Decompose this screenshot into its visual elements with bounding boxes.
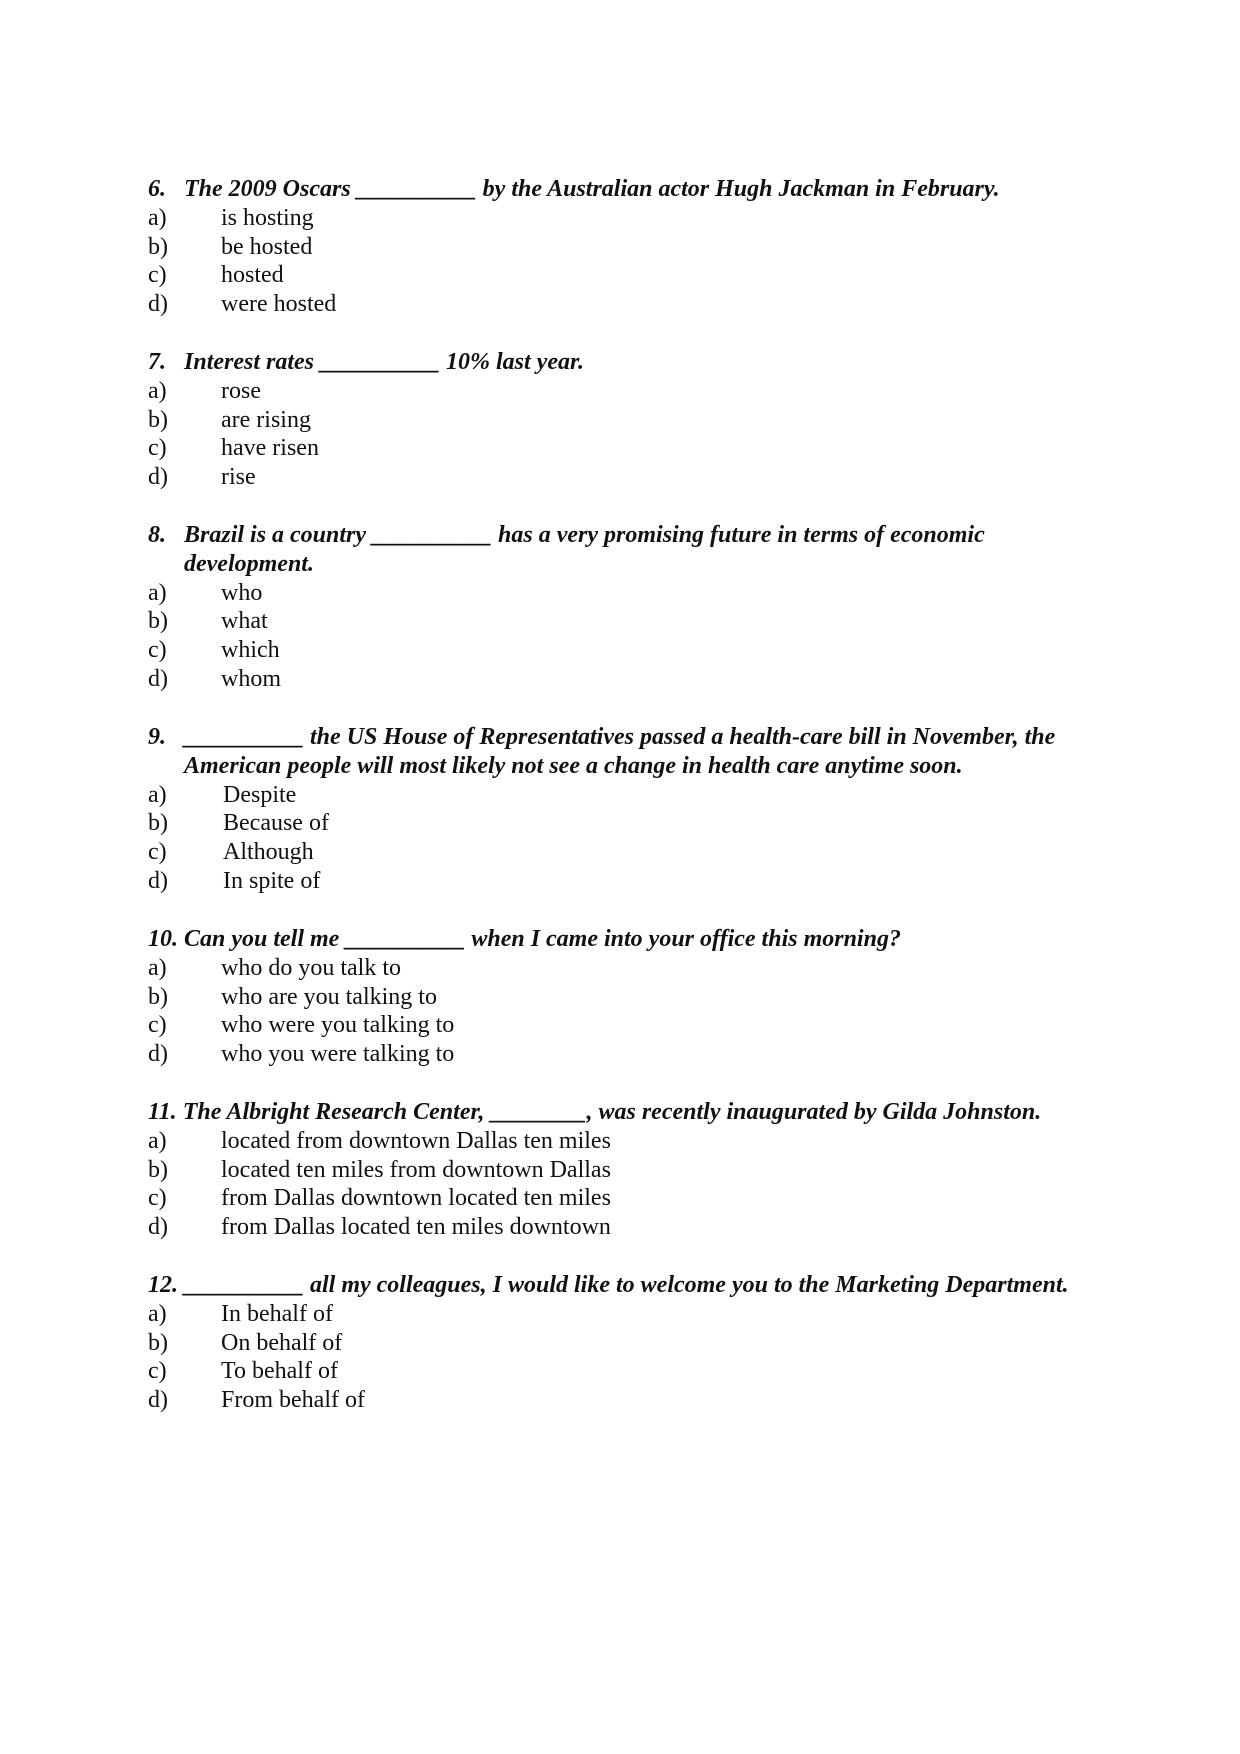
option-d [148, 290, 1108, 319]
option-letter: c) [148, 637, 167, 664]
question-6 [148, 175, 1108, 319]
option-letter: a) [148, 1300, 167, 1327]
option-text: were hosted [221, 291, 337, 318]
option-letter: b) [148, 1156, 168, 1183]
option-text: who do you talk to [221, 954, 401, 981]
option-c [148, 1357, 1108, 1386]
option-a [148, 954, 1108, 983]
option-b [148, 1329, 1108, 1358]
option-text: whom [221, 665, 281, 692]
option-text: located from downtown Dallas ten miles [221, 1127, 611, 1154]
option-text: who you were talking to [221, 1041, 455, 1068]
question-text: Brazil is a country __________ has a very promising future in terms of economic development. [184, 522, 985, 577]
option-d [148, 1040, 1108, 1069]
option-letter: d) [148, 1214, 168, 1241]
option-text: have risen [221, 435, 319, 462]
option-c [148, 838, 1108, 867]
option-text: To behalf of [221, 1358, 338, 1385]
question-number: 12. [148, 1272, 178, 1298]
option-a [148, 1127, 1108, 1156]
option-letter: c) [148, 839, 167, 866]
option-text: are rising [221, 406, 311, 433]
question-12 [148, 1271, 1108, 1415]
option-letter: b) [148, 983, 168, 1010]
option-c [148, 1011, 1108, 1040]
option-text: hosted [221, 262, 284, 289]
option-c [148, 1184, 1108, 1213]
question-text: The 2009 Oscars __________ by the Australian actor Hugh Jackman in February. [184, 176, 1000, 202]
question-stem [148, 521, 1108, 579]
question-text: The Albright Research Center, ________, was recently inaugurated by Gilda Johnston. [182, 1099, 1042, 1125]
option-text: located ten miles from downtown Dallas [221, 1156, 611, 1183]
question-text: Can you tell me __________ when I came into your office this morning? [184, 926, 901, 952]
option-text: In spite of [223, 867, 321, 894]
question-text: Interest rates __________ 10% last year. [184, 349, 584, 375]
option-d [148, 665, 1108, 694]
option-text: On behalf of [221, 1329, 343, 1356]
option-text: From behalf of [221, 1387, 365, 1414]
question-stem [148, 925, 1108, 954]
option-letter: b) [148, 406, 168, 433]
question-number: 6. [148, 176, 166, 202]
option-text: who are you talking to [221, 983, 437, 1010]
option-text: Because of [223, 810, 329, 837]
option-text: rise [221, 464, 256, 491]
option-d [148, 867, 1108, 896]
option-text: Despite [223, 781, 297, 808]
option-letter: b) [148, 810, 168, 837]
option-b [148, 406, 1108, 435]
option-letter: b) [148, 608, 168, 635]
question-text: __________ all my colleagues, I would like to welcome you to the Marketing Department. [184, 1272, 1069, 1298]
option-text: be hosted [221, 233, 313, 260]
question-8 [148, 521, 1108, 694]
option-text: rose [221, 377, 261, 404]
option-letter: d) [148, 291, 168, 318]
option-letter: a) [148, 781, 167, 808]
question-7 [148, 348, 1108, 492]
question-stem [148, 1098, 1108, 1127]
option-letter: b) [148, 1329, 168, 1356]
question-stem [148, 723, 1108, 781]
option-letter: b) [148, 233, 168, 260]
option-text: In behalf of [221, 1300, 333, 1327]
option-letter: d) [148, 1041, 168, 1068]
question-stem [148, 1271, 1108, 1300]
question-stem [148, 175, 1108, 204]
option-c [148, 434, 1108, 463]
option-a [148, 781, 1108, 810]
question-number: 10. [148, 926, 178, 952]
option-letter: d) [148, 464, 168, 491]
option-letter: d) [148, 1387, 168, 1414]
option-text: what [221, 608, 268, 635]
option-d [148, 1213, 1108, 1242]
option-a [148, 377, 1108, 406]
question-9 [148, 723, 1108, 896]
question-10 [148, 925, 1108, 1069]
option-d [148, 1386, 1108, 1415]
question-number: 11. [148, 1099, 177, 1125]
question-text: __________ the US House of Representatives passed a health-care bill in November, the American people will most likely not see a change in health care anytime soon. [184, 724, 1056, 779]
option-b [148, 607, 1108, 636]
option-letter: a) [148, 204, 167, 231]
option-letter: a) [148, 954, 167, 981]
option-b [148, 1156, 1108, 1185]
option-letter: a) [148, 377, 167, 404]
option-text: from Dallas downtown located ten miles [221, 1185, 611, 1212]
option-b [148, 983, 1108, 1012]
option-a [148, 204, 1108, 233]
question-stem [148, 348, 1108, 377]
option-letter: d) [148, 665, 168, 692]
option-c [148, 636, 1108, 665]
question-number: 8. [148, 522, 166, 548]
option-b [148, 233, 1108, 262]
option-letter: a) [148, 1127, 167, 1154]
option-text: who were you talking to [221, 1012, 455, 1039]
option-text: is hosting [221, 204, 314, 231]
option-text: Although [223, 839, 314, 866]
question-number: 9. [148, 724, 166, 750]
option-c [148, 261, 1108, 290]
option-a [148, 579, 1108, 608]
option-letter: d) [148, 867, 168, 894]
option-letter: c) [148, 1012, 167, 1039]
question-11 [148, 1098, 1108, 1242]
option-d [148, 463, 1108, 492]
option-letter: c) [148, 1185, 167, 1212]
option-text: who [221, 579, 263, 606]
option-letter: c) [148, 435, 167, 462]
option-letter: c) [148, 1358, 167, 1385]
option-letter: c) [148, 262, 167, 289]
option-letter: a) [148, 579, 167, 606]
option-b [148, 809, 1108, 838]
option-text: from Dallas located ten miles downtown [221, 1214, 611, 1241]
option-text: which [221, 637, 280, 664]
question-number: 7. [148, 349, 166, 375]
option-a [148, 1300, 1108, 1329]
